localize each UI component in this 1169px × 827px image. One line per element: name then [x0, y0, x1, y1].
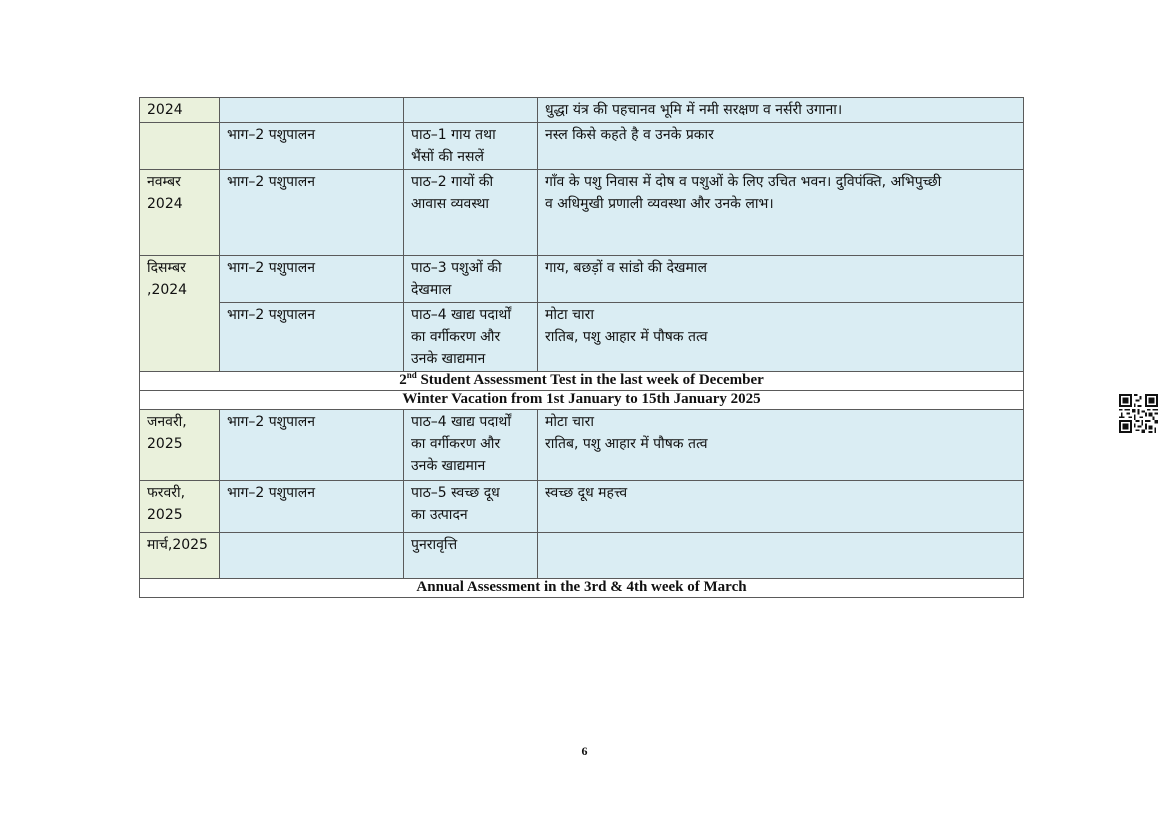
- table-row: [140, 533, 1024, 579]
- month-label: 2024: [147, 196, 183, 212]
- month-cell: [140, 481, 220, 533]
- content-text: नस्ल किसे कहते है व उनके प्रकार: [545, 127, 714, 143]
- content-text: मोटा चारा: [545, 307, 594, 323]
- content-text: रातिब, पशु आहार में पौषक तत्व: [545, 436, 708, 452]
- chapter-label: पाठ–1 गाय तथा: [411, 127, 496, 143]
- content-cell: [538, 481, 1024, 533]
- content-cell: [538, 123, 1024, 170]
- month-label: जनवरी,: [147, 414, 187, 430]
- month-label: दिसम्बर: [147, 260, 186, 276]
- assessment-test-cell: [140, 372, 1024, 391]
- banner-text: Annual Assessment in the 3rd & 4th week of March: [416, 579, 747, 595]
- content-cell: [538, 98, 1024, 123]
- chapter-label: पुनरावृत्ति: [411, 537, 458, 553]
- part-cell: [220, 533, 404, 579]
- qr-code-icon: [1119, 394, 1158, 433]
- table-row: [140, 98, 1024, 123]
- table-row: [140, 410, 1024, 481]
- month-cell: [140, 410, 220, 481]
- content-text: गाँव के पशु निवास में दोष व पशुओं के लिए उचित भवन। दुविपंक्ति, अभिपुच्छी: [545, 174, 942, 190]
- content-cell: [538, 533, 1024, 579]
- month-label: नवम्बर: [147, 174, 181, 190]
- part-cell: [220, 481, 404, 533]
- chapter-label: आवास व्यवस्था: [411, 196, 490, 212]
- table-row: [140, 170, 1024, 256]
- part-label: भाग–2 पशुपालन: [227, 127, 316, 143]
- chapter-cell: [404, 170, 538, 256]
- chapter-cell: [404, 481, 538, 533]
- part-cell: [220, 170, 404, 256]
- content-cell: [538, 410, 1024, 481]
- content-text: मोटा चारा: [545, 414, 594, 430]
- chapter-cell: [404, 410, 538, 481]
- chapter-label: पाठ–2 गायों की: [411, 174, 494, 190]
- part-cell: [220, 410, 404, 481]
- chapter-cell: [404, 123, 538, 170]
- content-text: धुद्धा यंत्र की पहचानव भूमि में नमी सरक्षण व नर्सरी उगाना।: [545, 102, 843, 118]
- content-text: स्वच्छ दूध महत्त्व: [545, 485, 628, 501]
- content-text: रातिब, पशु आहार में पौषक तत्व: [545, 329, 708, 345]
- chapter-cell: [404, 98, 538, 123]
- winter-vacation-banner: [140, 391, 1024, 410]
- part-label: भाग–2 पशुपालन: [227, 307, 316, 323]
- part-label: भाग–2 पशुपालन: [227, 260, 316, 276]
- chapter-label: का उत्पादन: [411, 507, 468, 523]
- part-cell: [220, 98, 404, 123]
- chapter-label: पाठ–4 खाद्य पदार्थों: [411, 414, 512, 430]
- chapter-cell: [404, 303, 538, 372]
- chapter-label: उनके खाद्यमान: [411, 458, 486, 474]
- chapter-label: पाठ–3 पशुओं की: [411, 260, 502, 276]
- chapter-cell: [404, 533, 538, 579]
- month-cell: [140, 123, 220, 170]
- chapter-label: पाठ–5 स्वच्छ दूध: [411, 485, 500, 501]
- chapter-label: देखमाल: [411, 282, 452, 298]
- table-row: [140, 256, 1024, 303]
- chapter-label: पाठ–4 खाद्य पदार्थों: [411, 307, 512, 323]
- part-cell: [220, 303, 404, 372]
- part-cell: [220, 256, 404, 303]
- month-label: फरवरी,: [147, 485, 186, 501]
- annual-assessment-cell: [140, 579, 1024, 598]
- month-label: 2025: [147, 436, 183, 452]
- table-row: [140, 123, 1024, 170]
- table-row: [140, 481, 1024, 533]
- chapter-label: भैंसों की नसलें: [411, 149, 484, 165]
- part-cell: [220, 123, 404, 170]
- banner-text: Student Assessment Test in the last week of December: [416, 372, 764, 388]
- content-text: गाय, बछड़ों व सांडो की देखमाल: [545, 260, 707, 276]
- part-label: भाग–2 पशुपालन: [227, 485, 316, 501]
- chapter-cell: [404, 256, 538, 303]
- month-cell: [140, 98, 220, 123]
- content-cell: [538, 303, 1024, 372]
- chapter-label: का वर्गीकरण और: [411, 436, 501, 452]
- banner-text: Winter Vacation from 1st January to 15th January 2025: [402, 391, 761, 407]
- table-row: [140, 303, 1024, 372]
- annual-assessment-banner: [140, 579, 1024, 598]
- part-label: भाग–2 पशुपालन: [227, 174, 316, 190]
- banner-ordinal: 2: [399, 372, 407, 388]
- part-label: भाग–2 पशुपालन: [227, 414, 316, 430]
- month-cell: [140, 256, 220, 372]
- month-label: 2025: [147, 507, 183, 523]
- month-label: ,2024: [147, 282, 188, 298]
- month-label: 2024: [147, 102, 183, 118]
- month-cell: [140, 533, 220, 579]
- month-label: मार्च,2025: [147, 537, 208, 553]
- chapter-label: का वर्गीकरण और: [411, 329, 501, 345]
- content-text: व अधिमुखी प्रणाली व्यवस्था और उनके लाभ।: [545, 196, 774, 212]
- month-cell: [140, 170, 220, 256]
- assessment-test-banner: [140, 372, 1024, 391]
- chapter-label: उनके खाद्यमान: [411, 351, 486, 367]
- banner-ordinal-suffix: nd: [406, 371, 417, 380]
- content-cell: [538, 170, 1024, 256]
- page-number: 6: [581, 744, 588, 758]
- winter-vacation-cell: [140, 391, 1024, 410]
- content-cell: [538, 256, 1024, 303]
- syllabus-table: [139, 97, 1024, 598]
